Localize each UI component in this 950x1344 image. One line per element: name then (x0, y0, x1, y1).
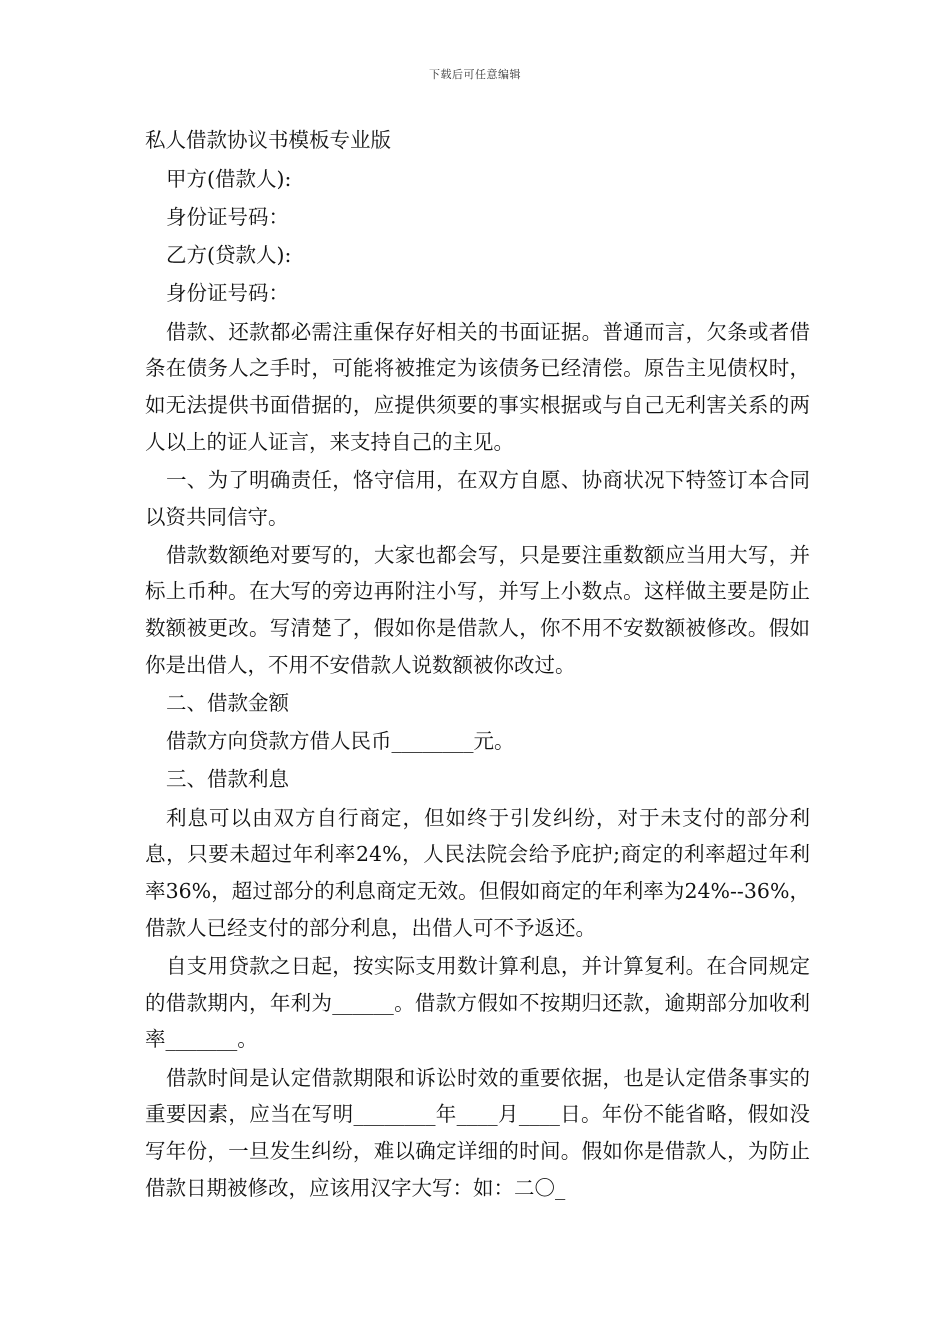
page-header: 下载后可任意编辑 (429, 68, 521, 81)
paragraph-evidence: 借款、还款都必需注重保存好相关的书面证据。普通而言，欠条或者借条在债务人之手时，可能将被推定为该债务已经清偿。原告主见债权时，如无法提供书面借据的，应提供须要的事实根据或与自己无利害关系的两人以上的证人证言，来支持自己的主见。 (145, 319, 810, 454)
paragraph-party-a: 甲方(借款人): (166, 166, 292, 191)
section-heading-3: 三、借款利息 (166, 767, 289, 792)
document-body (145, 122, 810, 1208)
section-heading-1: 一、为了明确责任，恪守信用，在双方自愿、协商状况下特签订本合同以资共同信守。 (145, 467, 810, 529)
paragraph-party-b: 乙方(贷款人): (166, 243, 292, 268)
paragraph-party-a-id: 身份证号码： (166, 204, 289, 229)
paragraph-loan-amount: 借款方向贷款方借人民币________元。 (166, 729, 515, 754)
section-heading-2: 二、借款金额 (166, 691, 289, 716)
paragraph-loan-date: 借款时间是认定借款期限和诉讼时效的重要依据，也是认定借条事实的重要因素，应当在写明________年____月____日。年份不能省略，假如没写年份，一旦发生纠纷，难以确定详细的时间。假如你是借款人，为防止借款日期被修改，应该用汉字大写：如：二〇_ (145, 1065, 810, 1200)
paragraph-party-b-id: 身份证号码： (166, 281, 289, 306)
paragraph-amount-note: 借款数额绝对要写的，大家也都会写，只是要注重数额应当用大写，并标上币种。在大写的旁边再附注小写，并写上小数点。这样做主要是防止数额被更改。写清楚了，假如你是借款人，你不用不安数额被修改。假如你是出借人，不用不安借款人说数额被你改过。 (145, 542, 810, 677)
paragraph-interest-note: 利息可以由双方自行商定，但如终于引发纠纷，对于未支付的部分利息，只要未超过年利率24%，人民法院会给予庇护;商定的利率超过年利率36%，超过部分的利息商定无效。但假如商定的年利率为24%--36%，借款人已经支付的部分利息，出借人可不予返还。 (145, 805, 810, 940)
paragraph-interest-terms: 自支用贷款之日起，按实际支用数计算利息，并计算复利。在合同规定的借款期内，年利为______。借款方假如不按期归还款，逾期部分加收利率_______。 (145, 953, 810, 1052)
document-title: 私人借款协议书模板专业版 (145, 128, 391, 152)
